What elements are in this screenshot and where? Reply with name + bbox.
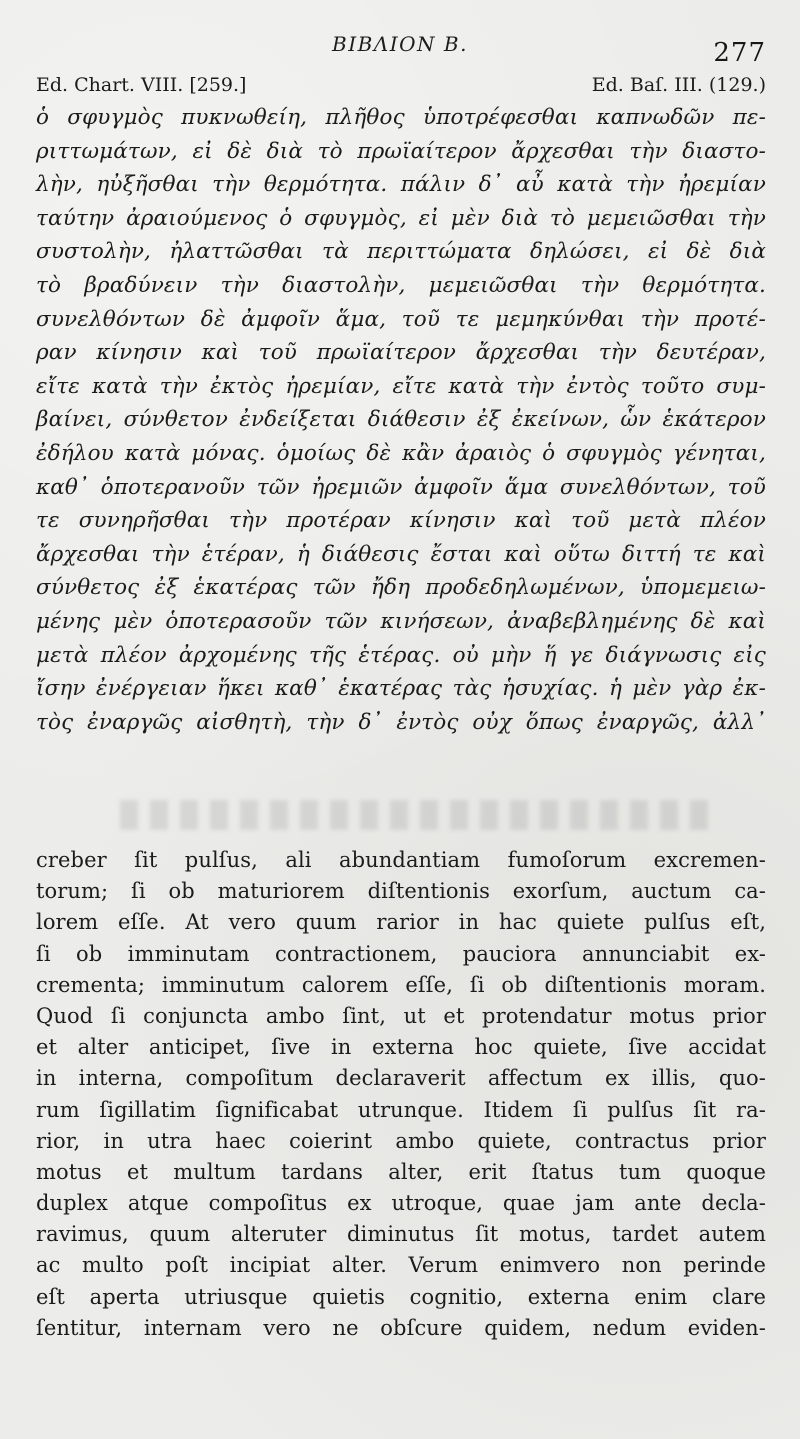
latin-line: eſt aperta utriusque quietis cognitio, externa enim clare [36, 1284, 766, 1309]
greek-line: τὸς ἐναργῶς αἰσθητὴ, τὴν δ᾽ ἐντὸς οὐχ ὅπως ἐναργῶς, ἀλλ᾽ [36, 709, 766, 735]
page-number: 277 [713, 38, 766, 68]
greek-line: συνελθόντων δὲ ἀμφοῖν ἅμα, τοῦ τε μεμηκύνθαι τὴν προτέ- [36, 306, 766, 332]
latin-line: torum; ſi ob maturiorem diſtentionis exorſum, auctum ca- [36, 879, 766, 904]
latin-line: in interna, compoſitum declaraverit affectum ex illis, quo- [36, 1066, 766, 1091]
edition-references [36, 74, 766, 102]
greek-line: εἴτε κατὰ τὴν ἐκτὸς ἠρεμίαν, εἴτε κατὰ τὴν ἐντὸς τοῦτο συμ- [36, 373, 766, 399]
bleed-through-shadow [120, 800, 720, 830]
latin-text-block [36, 845, 766, 1344]
greek-line: βαίνει, σύνθετον ἐνδείξεται διάθεσιν ἐξ ἐκείνων, ὧν ἑκάτερον [36, 407, 766, 433]
latin-line: crementa; imminutum calorem eſſe, ſi ob diſtentionis moram. [36, 972, 766, 997]
greek-line: ὁ σφυγμὸς πυκνωθείη, πλῆθος ὑποτρέφεσθαι καπνωδῶν πε- [36, 105, 766, 130]
greek-line: συστολὴν, ἠλαττῶσθαι τὰ περιττώματα δηλώσει, εἰ δὲ διὰ [36, 239, 766, 265]
latin-line: ſi ob imminutam contractionem, pauciora annunciabit ex- [36, 941, 766, 966]
latin-line: ravimus, quum alteruter diminutus ſit motus, tardet autem [36, 1222, 766, 1247]
latin-line: et alter anticipet, ſive in externa hoc quiete, ſive accidat [36, 1035, 766, 1060]
latin-line: rior, in utra haec coierint ambo quiete, contractus prior [36, 1128, 766, 1153]
latin-line: ac multo poſt incipiat alter. Verum enimvero non perinde [36, 1253, 766, 1278]
latin-line: ſentitur, internam vero ne obſcure quidem, nedum eviden- [36, 1315, 766, 1340]
latin-line: lorem eſſe. At vero quum rarior in hac quiete pulſus eſt, [36, 910, 766, 935]
greek-line: ραν κίνησιν καὶ τοῦ πρωϊαίτερον ἄρχεσθαι τὴν δευτέραν, [36, 340, 766, 366]
running-title: ΒΙΒΛΙΟΝ Β. [332, 32, 468, 56]
greek-line: ἐδήλου κατὰ μόνας. ὁμοίως δὲ κἂν ἀραιὸς ὁ σφυγμὸς γένηται, [36, 440, 766, 466]
greek-line: τε συνηρῆσθαι τὴν προτέραν κίνησιν καὶ τοῦ μετὰ πλέον [36, 508, 766, 534]
greek-text-block [36, 101, 766, 739]
greek-line: ριττωμάτων, εἰ δὲ διὰ τὸ πρωϊαίτερον ἄρχεσθαι τὴν διαστο- [36, 138, 766, 164]
latin-line: Quod ſi conjuncta ambo ſint, ut et protendatur motus prior [36, 1003, 766, 1028]
running-head [0, 28, 800, 68]
latin-line: duplex atque compoſitus ex utroque, quae jam ante decla- [36, 1191, 766, 1216]
latin-line: motus et multum tardans alter, erit ſtatus tum quoque [36, 1159, 766, 1184]
greek-line: ἄρχεσθαι τὴν ἑτέραν, ἡ διάθεσις ἔσται καὶ οὕτω διττή τε καὶ [36, 541, 766, 567]
greek-line: μετὰ πλέον ἀρχομένης τῆς ἑτέρας. οὐ μὴν ἥ γε διάγνωσις εἰς [36, 642, 766, 668]
edition-basel: Ed. Baſ. III. (129.) [591, 74, 766, 96]
greek-line: λὴν, ηὐξῆσθαι τὴν θερμότητα. πάλιν δ᾽ αὖ κατὰ τὴν ἠρεμίαν [36, 172, 766, 198]
greek-line: ταύτην ἀραιούμενος ὁ σφυγμὸς, εἰ μὲν διὰ τὸ μεμειῶσθαι τὴν [36, 205, 766, 231]
latin-line: rum ſigillatim ſignificabat utrunque. Itidem ſi pulſus ſit ra- [36, 1097, 766, 1122]
greek-line: τὸ βραδύνειν τὴν διαστολὴν, μεμειῶσθαι τὴν θερμότητα. [36, 272, 766, 298]
greek-line: καθ᾽ ὁποτερανοῦν τῶν ἠρεμιῶν ἀμφοῖν ἅμα συνελθόντων, τοῦ [36, 474, 766, 500]
greek-line: σύνθετος ἐξ ἑκατέρας τῶν ἤδη προδεδηλωμένων, ὑπομεμειω- [36, 575, 766, 601]
greek-line: μένης μὲν ὁποτερασοῦν τῶν κινήσεων, ἀναβεβλημένης δὲ καὶ [36, 608, 766, 634]
latin-line: creber ſit pulſus, ali abundantiam fumoſorum excremen- [36, 848, 766, 872]
greek-line: ἴσην ἐνέργειαν ἥκει καθ᾽ ἑκατέρας τὰς ἡσυχίας. ἡ μὲν γὰρ ἐκ- [36, 676, 766, 702]
edition-chartier: Ed. Chart. VIII. [259.] [36, 74, 247, 96]
